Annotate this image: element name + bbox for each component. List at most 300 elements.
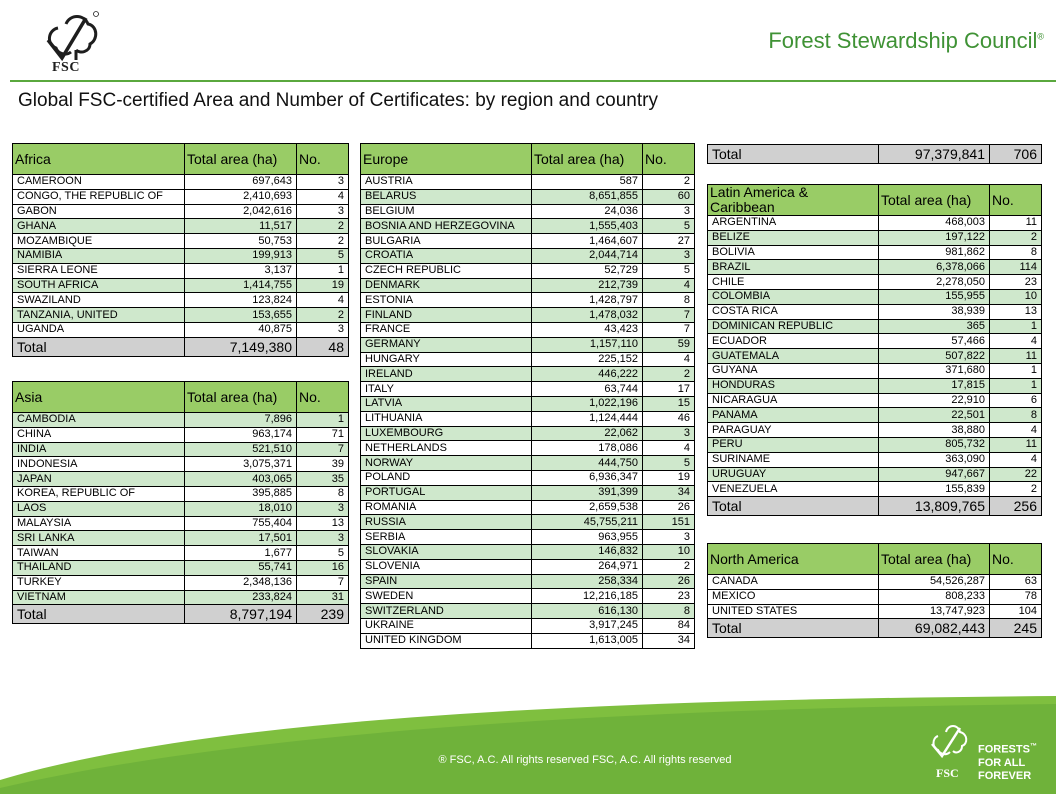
country-area: 808,233 [879,589,990,604]
table-row [708,319,1042,334]
country-cert-count: 2 [297,308,349,323]
country-cert-count: 1 [990,378,1042,393]
country-cert-count: 46 [643,411,695,426]
country-cert-count: 19 [297,278,349,293]
country-name: UNITED KINGDOM [361,633,532,648]
table-row [13,472,349,487]
fsc-logo-text: FSC [52,60,80,75]
country-name: TURKEY [13,575,185,590]
country-cert-count: 5 [643,263,695,278]
country-name: BRAZIL [708,260,879,275]
table-row [361,278,695,293]
africa-total-row [13,337,349,356]
country-cert-count: 104 [990,604,1042,619]
table-row [13,204,349,219]
table-row [708,245,1042,260]
asia-total-area: 8,797,194 [185,605,297,624]
country-cert-count: 3 [643,530,695,545]
country-area: 233,824 [185,590,297,605]
north-america-table [707,543,1042,638]
page-title: Global FSC-certified Area and Number of Certificates: by region and country [18,90,658,111]
table-row [361,485,695,500]
country-cert-count: 39 [297,457,349,472]
north-america-total-label: Total [708,619,879,638]
country-name: BULGARIA [361,234,532,249]
country-name: BELGIUM [361,204,532,219]
country-area: 225,152 [532,352,643,367]
country-name: MEXICO [708,589,879,604]
country-cert-count: 84 [643,618,695,633]
country-name: COLOMBIA [708,289,879,304]
country-name: UGANDA [13,322,185,337]
country-area: 18,010 [185,501,297,516]
ffa-line-1 [978,740,1037,757]
table-row [13,263,349,278]
country-area: 146,832 [532,544,643,559]
country-cert-count: 13 [297,516,349,531]
country-name: GUATEMALA [708,349,879,364]
country-cert-count: 27 [643,234,695,249]
table-row [361,559,695,574]
country-name: TAIWAN [13,546,185,561]
asia-count-header: No. [297,382,349,413]
country-name: NETHERLANDS [361,441,532,456]
africa-area-header: Total area (ha) [185,144,297,175]
asia-area-header: Total area (ha) [185,382,297,413]
table-row [361,456,695,471]
country-name: TANZANIA, UNITED [13,308,185,323]
country-name: ESTONIA [361,293,532,308]
table-row [13,413,349,428]
africa-total-area: 7,149,380 [185,337,297,356]
country-cert-count: 1 [990,319,1042,334]
table-row [361,618,695,633]
country-cert-count: 8 [643,604,695,619]
country-area: 507,822 [879,349,990,364]
table-row [708,423,1042,438]
table-row [361,426,695,441]
table-row [361,322,695,337]
country-cert-count: 26 [643,574,695,589]
table-row [708,575,1042,590]
country-cert-count: 59 [643,337,695,352]
table-row [361,204,695,219]
table-row [13,219,349,234]
brand-name [768,28,1044,54]
footer-copyright: ® FSC, A.C. All rights reserved FSC, A.C. All rights reserved [438,754,732,766]
country-cert-count: 5 [297,248,349,263]
country-cert-count: 2 [297,234,349,249]
country-name: PARAGUAY [708,423,879,438]
country-area: 24,036 [532,204,643,219]
country-cert-count: 1 [297,263,349,278]
country-name: NORWAY [361,456,532,471]
country-cert-count: 114 [990,260,1042,275]
country-name: IRELAND [361,367,532,382]
country-cert-count: 7 [643,322,695,337]
country-cert-count: 23 [643,589,695,604]
country-name: CAMBODIA [13,413,185,428]
asia-header-row [13,382,349,413]
table-row [13,308,349,323]
table-row [708,216,1042,231]
country-cert-count: 2 [643,175,695,190]
table-row [13,234,349,249]
country-cert-count: 23 [990,275,1042,290]
country-area: 57,466 [879,334,990,349]
country-cert-count: 1 [297,413,349,428]
country-cert-count: 11 [990,216,1042,231]
table-row [708,604,1042,619]
country-area: 755,404 [185,516,297,531]
country-area: 1,157,110 [532,337,643,352]
country-area: 2,044,714 [532,248,643,263]
country-area: 1,478,032 [532,308,643,323]
table-row [361,470,695,485]
country-name: CROATIA [361,248,532,263]
table-row [361,219,695,234]
country-name: AUSTRIA [361,175,532,190]
country-name: NICARAGUA [708,393,879,408]
country-area: 178,086 [532,441,643,456]
country-area: 55,741 [185,560,297,575]
table-row [13,501,349,516]
country-cert-count: 2 [990,230,1042,245]
latin-america-table [707,184,1042,516]
country-area: 446,222 [532,367,643,382]
country-name: INDIA [13,442,185,457]
grand-total-row [708,145,1042,164]
table-row [361,441,695,456]
north-america-total-count: 245 [990,619,1042,638]
country-name: SIERRA LEONE [13,263,185,278]
table-row [13,590,349,605]
country-cert-count: 1 [990,363,1042,378]
country-area: 199,913 [185,248,297,263]
footer-green-wave [0,694,1056,794]
africa-total-count: 48 [297,337,349,356]
grand-total-label: Total [708,145,879,164]
country-cert-count: 35 [297,472,349,487]
country-name: PERU [708,437,879,452]
country-cert-count: 19 [643,470,695,485]
country-cert-count: 4 [990,423,1042,438]
table-row [361,574,695,589]
country-cert-count: 8 [990,245,1042,260]
country-cert-count: 3 [297,322,349,337]
footer-fsc-logo-text: FSC [936,766,959,780]
country-cert-count: 16 [297,560,349,575]
country-area: 2,410,693 [185,189,297,204]
country-area: 963,955 [532,530,643,545]
country-cert-count: 11 [990,349,1042,364]
country-area: 1,022,196 [532,396,643,411]
country-name: CZECH REPUBLIC [361,263,532,278]
europe-header-row [361,144,695,175]
table-row [361,530,695,545]
country-area: 521,510 [185,442,297,457]
africa-count-header: No. [297,144,349,175]
country-area: 13,747,923 [879,604,990,619]
country-cert-count: 5 [643,456,695,471]
country-cert-count: 3 [643,426,695,441]
country-name: SERBIA [361,530,532,545]
header-divider [10,80,1056,82]
country-cert-count: 4 [297,189,349,204]
country-area: 3,137 [185,263,297,278]
country-area: 3,917,245 [532,618,643,633]
country-cert-count: 10 [990,289,1042,304]
country-cert-count: 3 [297,204,349,219]
country-name: ITALY [361,382,532,397]
country-name: BOLIVIA [708,245,879,260]
country-name: SLOVENIA [361,559,532,574]
table-row [708,275,1042,290]
table-row [361,308,695,323]
table-row [13,560,349,575]
country-cert-count: 34 [643,485,695,500]
ffa-trademark: ™ [1029,743,1037,750]
table-row [13,427,349,442]
europe-area-header: Total area (ha) [532,144,643,175]
country-area: 2,348,136 [185,575,297,590]
table-row [13,575,349,590]
table-row [708,408,1042,423]
table-row [13,322,349,337]
country-name: ROMANIA [361,500,532,515]
asia-table [12,381,349,624]
table-row [13,293,349,308]
country-name: CONGO, THE REPUBLIC OF [13,189,185,204]
country-name: SURINAME [708,452,879,467]
country-area: 1,555,403 [532,219,643,234]
brand-registered-mark: ® [1037,31,1044,42]
country-area: 616,130 [532,604,643,619]
forests-for-all-forever-text [978,740,1037,783]
country-area: 6,936,347 [532,470,643,485]
country-cert-count: 78 [990,589,1042,604]
country-name: NAMIBIA [13,248,185,263]
table-row [361,604,695,619]
country-cert-count: 15 [643,396,695,411]
country-name: RUSSIA [361,515,532,530]
latin-america-area-header: Total area (ha) [879,185,990,216]
country-name: SLOVAKIA [361,544,532,559]
country-name: PORTUGAL [361,485,532,500]
table-row [361,263,695,278]
north-america-area-header: Total area (ha) [879,544,990,575]
country-name: THAILAND [13,560,185,575]
latin-america-count-header: No. [990,185,1042,216]
country-area: 153,655 [185,308,297,323]
latin-america-total-row [708,497,1042,516]
country-name: MOZAMBIQUE [13,234,185,249]
table-row [361,411,695,426]
table-row [708,437,1042,452]
africa-header-row [13,144,349,175]
table-row [708,334,1042,349]
country-name: GERMANY [361,337,532,352]
country-name: SPAIN [361,574,532,589]
brand-text: Forest Stewardship Council [768,28,1038,53]
country-cert-count: 7 [297,575,349,590]
country-area: 12,216,185 [532,589,643,604]
country-area: 805,732 [879,437,990,452]
country-cert-count: 3 [297,531,349,546]
north-america-header-row [708,544,1042,575]
country-cert-count: 34 [643,633,695,648]
country-area: 697,643 [185,175,297,190]
table-row [708,363,1042,378]
country-area: 17,815 [879,378,990,393]
table-row [361,189,695,204]
country-area: 444,750 [532,456,643,471]
country-name: UNITED STATES [708,604,879,619]
country-name: MALAYSIA [13,516,185,531]
table-row [708,452,1042,467]
country-cert-count: 2 [643,367,695,382]
country-cert-count: 6 [990,393,1042,408]
country-name: SRI LANKA [13,531,185,546]
ffa-line-1-text: FORESTS [978,743,1030,756]
latin-america-region-name: Latin America & Caribbean [708,185,879,216]
country-name: LATVIA [361,396,532,411]
country-area: 123,824 [185,293,297,308]
country-area: 50,753 [185,234,297,249]
country-area: 45,755,211 [532,515,643,530]
country-name: BELIZE [708,230,879,245]
north-america-region-name: North America [708,544,879,575]
country-cert-count: 26 [643,500,695,515]
country-cert-count: 2 [990,482,1042,497]
country-area: 54,526,287 [879,575,990,590]
africa-table [12,143,349,357]
table-row [361,382,695,397]
north-america-total-area: 69,082,443 [879,619,990,638]
country-cert-count: 4 [643,441,695,456]
country-name: BOSNIA AND HERZEGOVINA [361,219,532,234]
country-cert-count: 13 [990,304,1042,319]
country-cert-count: 4 [297,293,349,308]
country-cert-count: 22 [990,467,1042,482]
table-row [13,531,349,546]
table-row [13,278,349,293]
table-row [361,234,695,249]
country-area: 155,839 [879,482,990,497]
country-name: POLAND [361,470,532,485]
country-name: FRANCE [361,322,532,337]
country-area: 11,517 [185,219,297,234]
north-america-total-row [708,619,1042,638]
table-row [13,189,349,204]
country-area: 22,062 [532,426,643,441]
country-name: UKRAINE [361,618,532,633]
country-area: 468,003 [879,216,990,231]
country-area: 2,042,616 [185,204,297,219]
country-cert-count: 7 [297,442,349,457]
ffa-line-2: FOR ALL [978,756,1026,769]
country-cert-count: 5 [643,219,695,234]
table-row [13,486,349,501]
country-cert-count: 8 [297,486,349,501]
country-cert-count: 8 [643,293,695,308]
table-row [708,378,1042,393]
country-name: GUYANA [708,363,879,378]
table-row [361,337,695,352]
country-cert-count: 11 [990,437,1042,452]
country-cert-count: 151 [643,515,695,530]
country-area: 52,729 [532,263,643,278]
country-cert-count: 4 [990,334,1042,349]
country-name: CANADA [708,575,879,590]
country-area: 403,065 [185,472,297,487]
asia-total-row [13,605,349,624]
country-name: KOREA, REPUBLIC OF [13,486,185,501]
country-name: DENMARK [361,278,532,293]
country-area: 1,124,444 [532,411,643,426]
country-area: 2,659,538 [532,500,643,515]
north-america-count-header: No. [990,544,1042,575]
country-name: INDONESIA [13,457,185,472]
country-area: 38,939 [879,304,990,319]
ffa-line-3: FOREVER [978,769,1032,782]
country-cert-count: 2 [297,219,349,234]
country-name: DOMINICAN REPUBLIC [708,319,879,334]
country-name: COSTA RICA [708,304,879,319]
country-name: SWAZILAND [13,293,185,308]
table-row [361,544,695,559]
asia-total-count: 239 [297,605,349,624]
country-area: 395,885 [185,486,297,501]
country-area: 258,334 [532,574,643,589]
country-area: 197,122 [879,230,990,245]
country-area: 8,651,855 [532,189,643,204]
table-row [13,442,349,457]
country-name: SWITZERLAND [361,604,532,619]
table-row [361,500,695,515]
country-cert-count: 60 [643,189,695,204]
table-row [361,352,695,367]
country-area: 38,880 [879,423,990,438]
country-area: 40,875 [185,322,297,337]
country-area: 22,501 [879,408,990,423]
country-area: 391,399 [532,485,643,500]
country-cert-count: 8 [990,408,1042,423]
table-row [361,633,695,648]
table-row [708,589,1042,604]
country-name: BELARUS [361,189,532,204]
country-cert-count: 71 [297,427,349,442]
country-area: 963,174 [185,427,297,442]
table-row [708,482,1042,497]
country-name: ECUADOR [708,334,879,349]
table-row [13,457,349,472]
country-name: CAMEROON [13,175,185,190]
country-area: 17,501 [185,531,297,546]
table-row [361,367,695,382]
table-row [708,289,1042,304]
country-area: 363,090 [879,452,990,467]
country-area: 7,896 [185,413,297,428]
country-cert-count: 4 [643,278,695,293]
country-cert-count: 4 [990,452,1042,467]
country-area: 1,428,797 [532,293,643,308]
country-cert-count: 63 [990,575,1042,590]
country-area: 1,613,005 [532,633,643,648]
grand-total-area: 97,379,841 [879,145,990,164]
country-area: 2,278,050 [879,275,990,290]
country-name: CHILE [708,275,879,290]
